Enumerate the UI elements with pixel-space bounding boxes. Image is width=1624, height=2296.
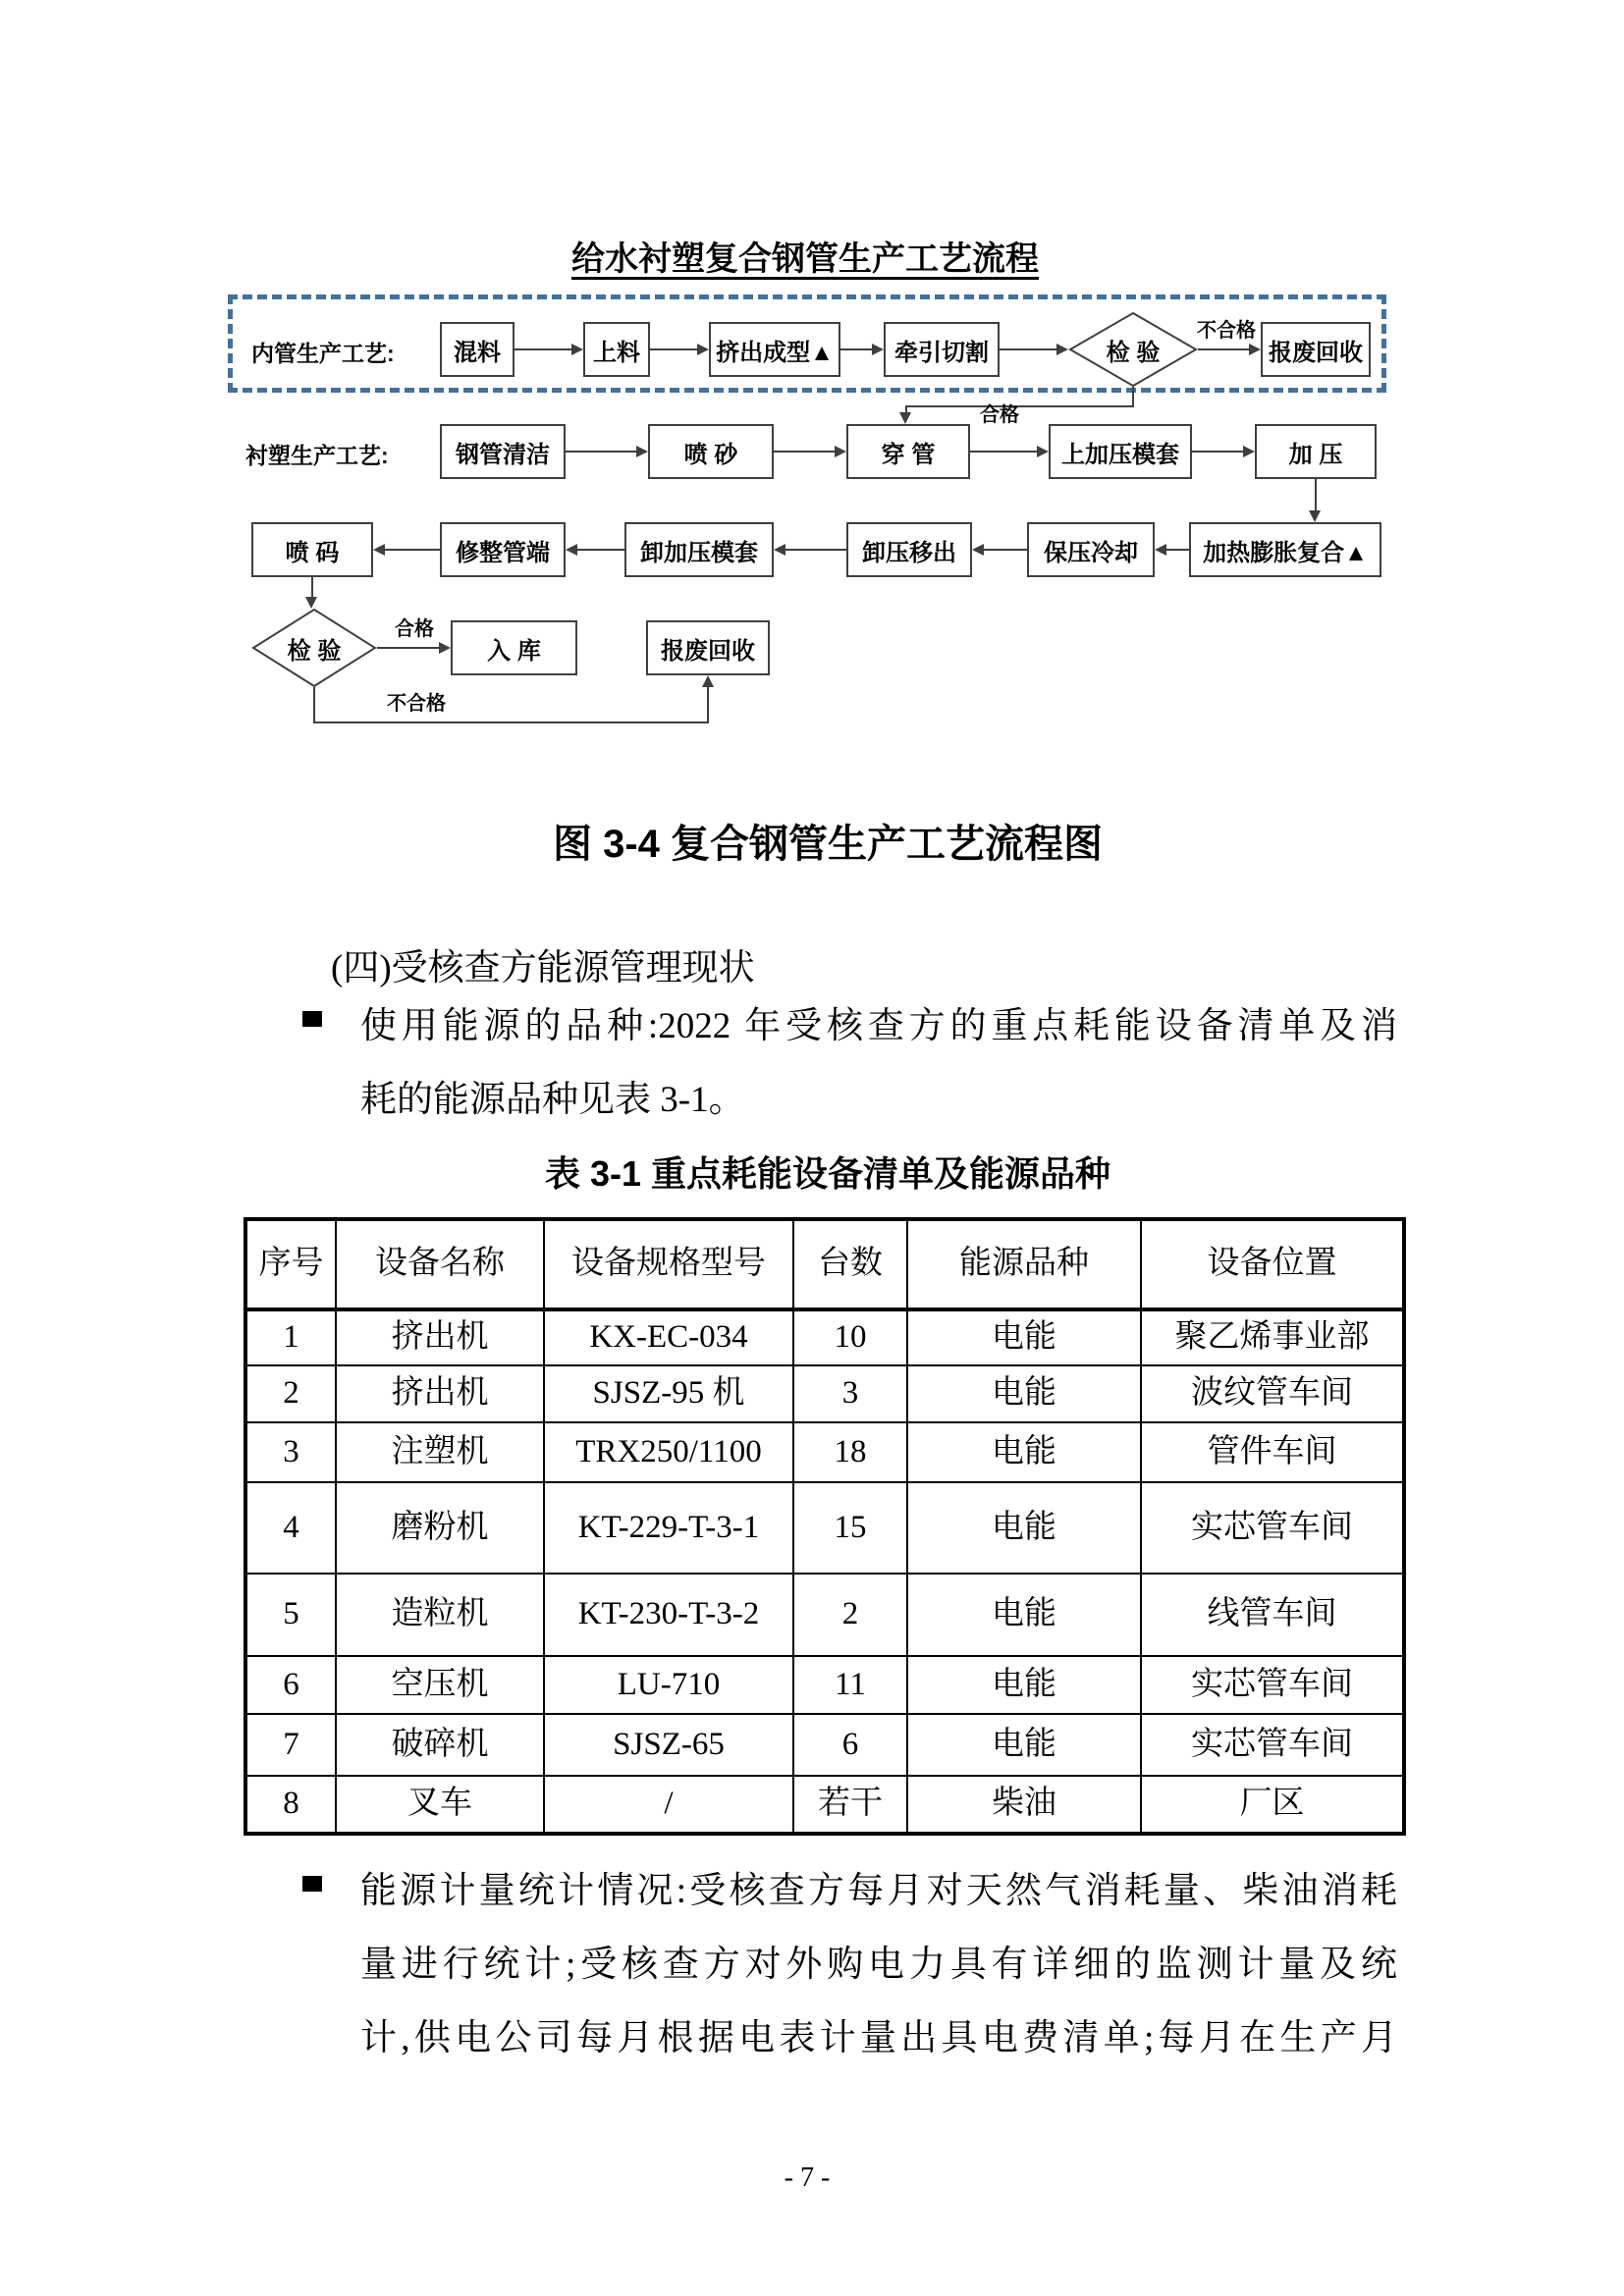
table-row [245,1309,1404,1365]
decision-label: 检 验 [1106,339,1161,366]
arrowhead-right [571,344,583,355]
connector-line [1315,479,1317,511]
table-cell: 叉车 [336,1776,544,1834]
flowchart-title: 给水衬塑复合钢管生产工艺流程 [571,241,1039,278]
table-cell: 实芯管车间 [1141,1714,1404,1776]
arrowhead-left [373,544,385,556]
table-cell: 6 [245,1656,336,1714]
header-cell: 台数 [793,1219,907,1309]
table-cell: 15 [793,1482,907,1574]
arrowhead-right [1037,446,1049,457]
connector-line [313,687,315,723]
step-sand-blast: 喷 砂 [648,424,774,479]
connector-line [514,348,571,350]
table-cell: 8 [245,1776,336,1834]
table-cell: 磨粉机 [336,1482,544,1574]
section-heading: (四)受核查方能源管理现状 [331,948,755,988]
table-cell: 挤出机 [336,1365,544,1422]
table-cell: KX-EC-034 [544,1309,793,1365]
edge-label-pass-1: 合格 [980,404,1019,426]
bullet-marker [302,1876,322,1892]
connector-line [313,721,709,723]
table-cell: 若干 [793,1776,907,1834]
table-cell: 挤出机 [336,1309,544,1365]
table-cell: KT-229-T-3-1 [544,1482,793,1574]
table-cell: 波纹管车间 [1141,1365,1404,1422]
table-cell: SJSZ-95 机 [544,1365,793,1422]
decision-inspect-2 [251,609,377,687]
table-row [245,1574,1404,1656]
edge-label-pass-2: 合格 [395,618,434,640]
connector-line [577,549,624,551]
connector-line [377,647,439,649]
header-cell: 设备位置 [1141,1219,1404,1309]
step-thread-pipe: 穿 管 [846,424,970,479]
connector-line [385,549,440,551]
table-cell: 实芯管车间 [1141,1656,1404,1714]
arrowhead-left [566,544,577,556]
table-cell: 聚乙烯事业部 [1141,1309,1404,1365]
header-cell: 序号 [245,1219,336,1309]
table-header-row [245,1219,1404,1309]
table-row [245,1365,1404,1422]
decision-inspect-1 [1068,312,1198,387]
paragraph-line: 计,供电公司每月根据电表计量出具电费清单;每月在生产月 [360,2018,1397,2058]
header-cell: 设备规格型号 [544,1219,793,1309]
arrowhead-down [899,412,911,424]
table-cell: LU-710 [544,1656,793,1714]
step-pressurize: 加 压 [1255,424,1377,479]
table-cell: 3 [793,1365,907,1422]
table-row [245,1482,1404,1574]
table-cell: 电能 [907,1574,1141,1656]
page-number: - 7 - [784,2163,831,2193]
step-press-sleeve-off: 卸加压模套 [624,522,774,577]
connector-line [650,348,697,350]
table-row [245,1656,1404,1714]
table-cell: 1 [245,1309,336,1365]
table-cell: 2 [793,1574,907,1656]
table-cell: 管件车间 [1141,1422,1404,1482]
table-cell: 注塑机 [336,1422,544,1482]
paragraph-line: 量进行统计;受核查方对外购电力具有详细的监测计量及统 [360,1945,1397,1985]
table-cell: 2 [245,1365,336,1422]
arrowhead-up [702,675,714,687]
table-cell: 电能 [907,1656,1141,1714]
arrowhead-left [1155,544,1166,556]
step-pipe-clean: 钢管清洁 [440,424,566,479]
connector-line [984,549,1027,551]
table-cell: TRX250/1100 [544,1422,793,1482]
connector-line [1198,348,1249,350]
table-cell: 3 [245,1422,336,1482]
row-label-lining: 衬塑生产工艺: [245,443,389,468]
table-row [245,1714,1404,1776]
connector-line [785,549,846,551]
table-cell: 电能 [907,1482,1141,1574]
table-cell: SJSZ-65 [544,1714,793,1776]
table-cell: KT-230-T-3-2 [544,1574,793,1656]
connector-line [1166,549,1189,551]
table-row [245,1422,1404,1482]
table-cell: 柴油 [907,1776,1141,1834]
step-hold-cool: 保压冷却 [1027,522,1155,577]
arrowhead-right [1243,446,1255,457]
connector-line [840,348,872,350]
connector-line [1132,387,1134,406]
arrowhead-down [1309,510,1321,522]
paragraph-line: 能源计量统计情况:受核查方每月对天然气消耗量、柴油消耗 [360,1871,1397,1911]
arrowhead-right [697,344,709,355]
paragraph-line: 耗的能源品种见表 3-1。 [360,1080,745,1120]
arrowhead-right [1056,344,1068,355]
paragraph-line: 使用能源的品种:2022 年受核查方的重点耗能设备清单及消 [360,1006,1397,1046]
table-cell: 5 [245,1574,336,1656]
edge-label-fail-2: 不合格 [387,693,446,715]
decision-label: 检 验 [287,637,342,665]
step-press-sleeve-on: 上加压模套 [1049,424,1192,479]
step-extrude: 挤出成型▲ [709,322,840,377]
table-cell: 实芯管车间 [1141,1482,1404,1574]
table-cell: 10 [793,1309,907,1365]
step-pull-cut: 牵引切割 [884,322,1000,377]
arrowhead-right [636,446,648,457]
step-heat-expand: 加热膨胀复合▲ [1189,522,1381,577]
table-cell: 线管车间 [1141,1574,1404,1656]
arrowhead-left [972,544,984,556]
row-label-inner-pipe: 内管生产工艺: [251,341,395,366]
table-cell: 4 [245,1482,336,1574]
connector-line [970,451,1037,453]
table-row [245,1776,1404,1834]
step-mix: 混料 [440,322,514,377]
step-trim-end: 修整管端 [440,522,566,577]
arrowhead-right [835,446,846,457]
arrowhead-right [439,642,451,654]
connector-line [1000,348,1056,350]
connector-line [311,577,313,598]
table-cell: 电能 [907,1714,1141,1776]
connector-line [774,451,835,453]
table-cell: 造粒机 [336,1574,544,1656]
table-cell: 7 [245,1714,336,1776]
step-scrap-2: 报废回收 [646,620,770,675]
connector-line [566,451,636,453]
equipment-table [244,1217,1406,1836]
step-depress-remove: 卸压移出 [846,522,972,577]
connector-line [707,685,709,722]
header-cell: 能源品种 [907,1219,1141,1309]
table-cell: 电能 [907,1422,1141,1482]
table-cell: 电能 [907,1309,1141,1365]
figure-caption: 图 3-4 复合钢管生产工艺流程图 [552,823,1104,866]
connector-line [906,405,1134,407]
table-cell: 破碎机 [336,1714,544,1776]
table-cell: 厂区 [1141,1776,1404,1834]
step-warehouse: 入 库 [451,620,577,675]
table-title: 表 3-1 重点耗能设备清单及能源品种 [544,1153,1111,1194]
arrowhead-right [872,344,884,355]
edge-label-fail-1: 不合格 [1197,320,1256,342]
arrowhead-down [305,597,317,609]
table-cell: 6 [793,1714,907,1776]
step-feed: 上料 [583,322,650,377]
bullet-marker [302,1011,322,1027]
step-scrap-1: 报废回收 [1261,322,1371,377]
table-cell: 11 [793,1656,907,1714]
connector-line [1192,451,1243,453]
step-code-spray: 喷 码 [251,522,373,577]
table-cell: 18 [793,1422,907,1482]
header-cell: 设备名称 [336,1219,544,1309]
arrowhead-right [1249,344,1261,355]
table-cell: 空压机 [336,1656,544,1714]
arrowhead-left [774,544,785,556]
table-cell: / [544,1776,793,1834]
table-cell: 电能 [907,1365,1141,1422]
